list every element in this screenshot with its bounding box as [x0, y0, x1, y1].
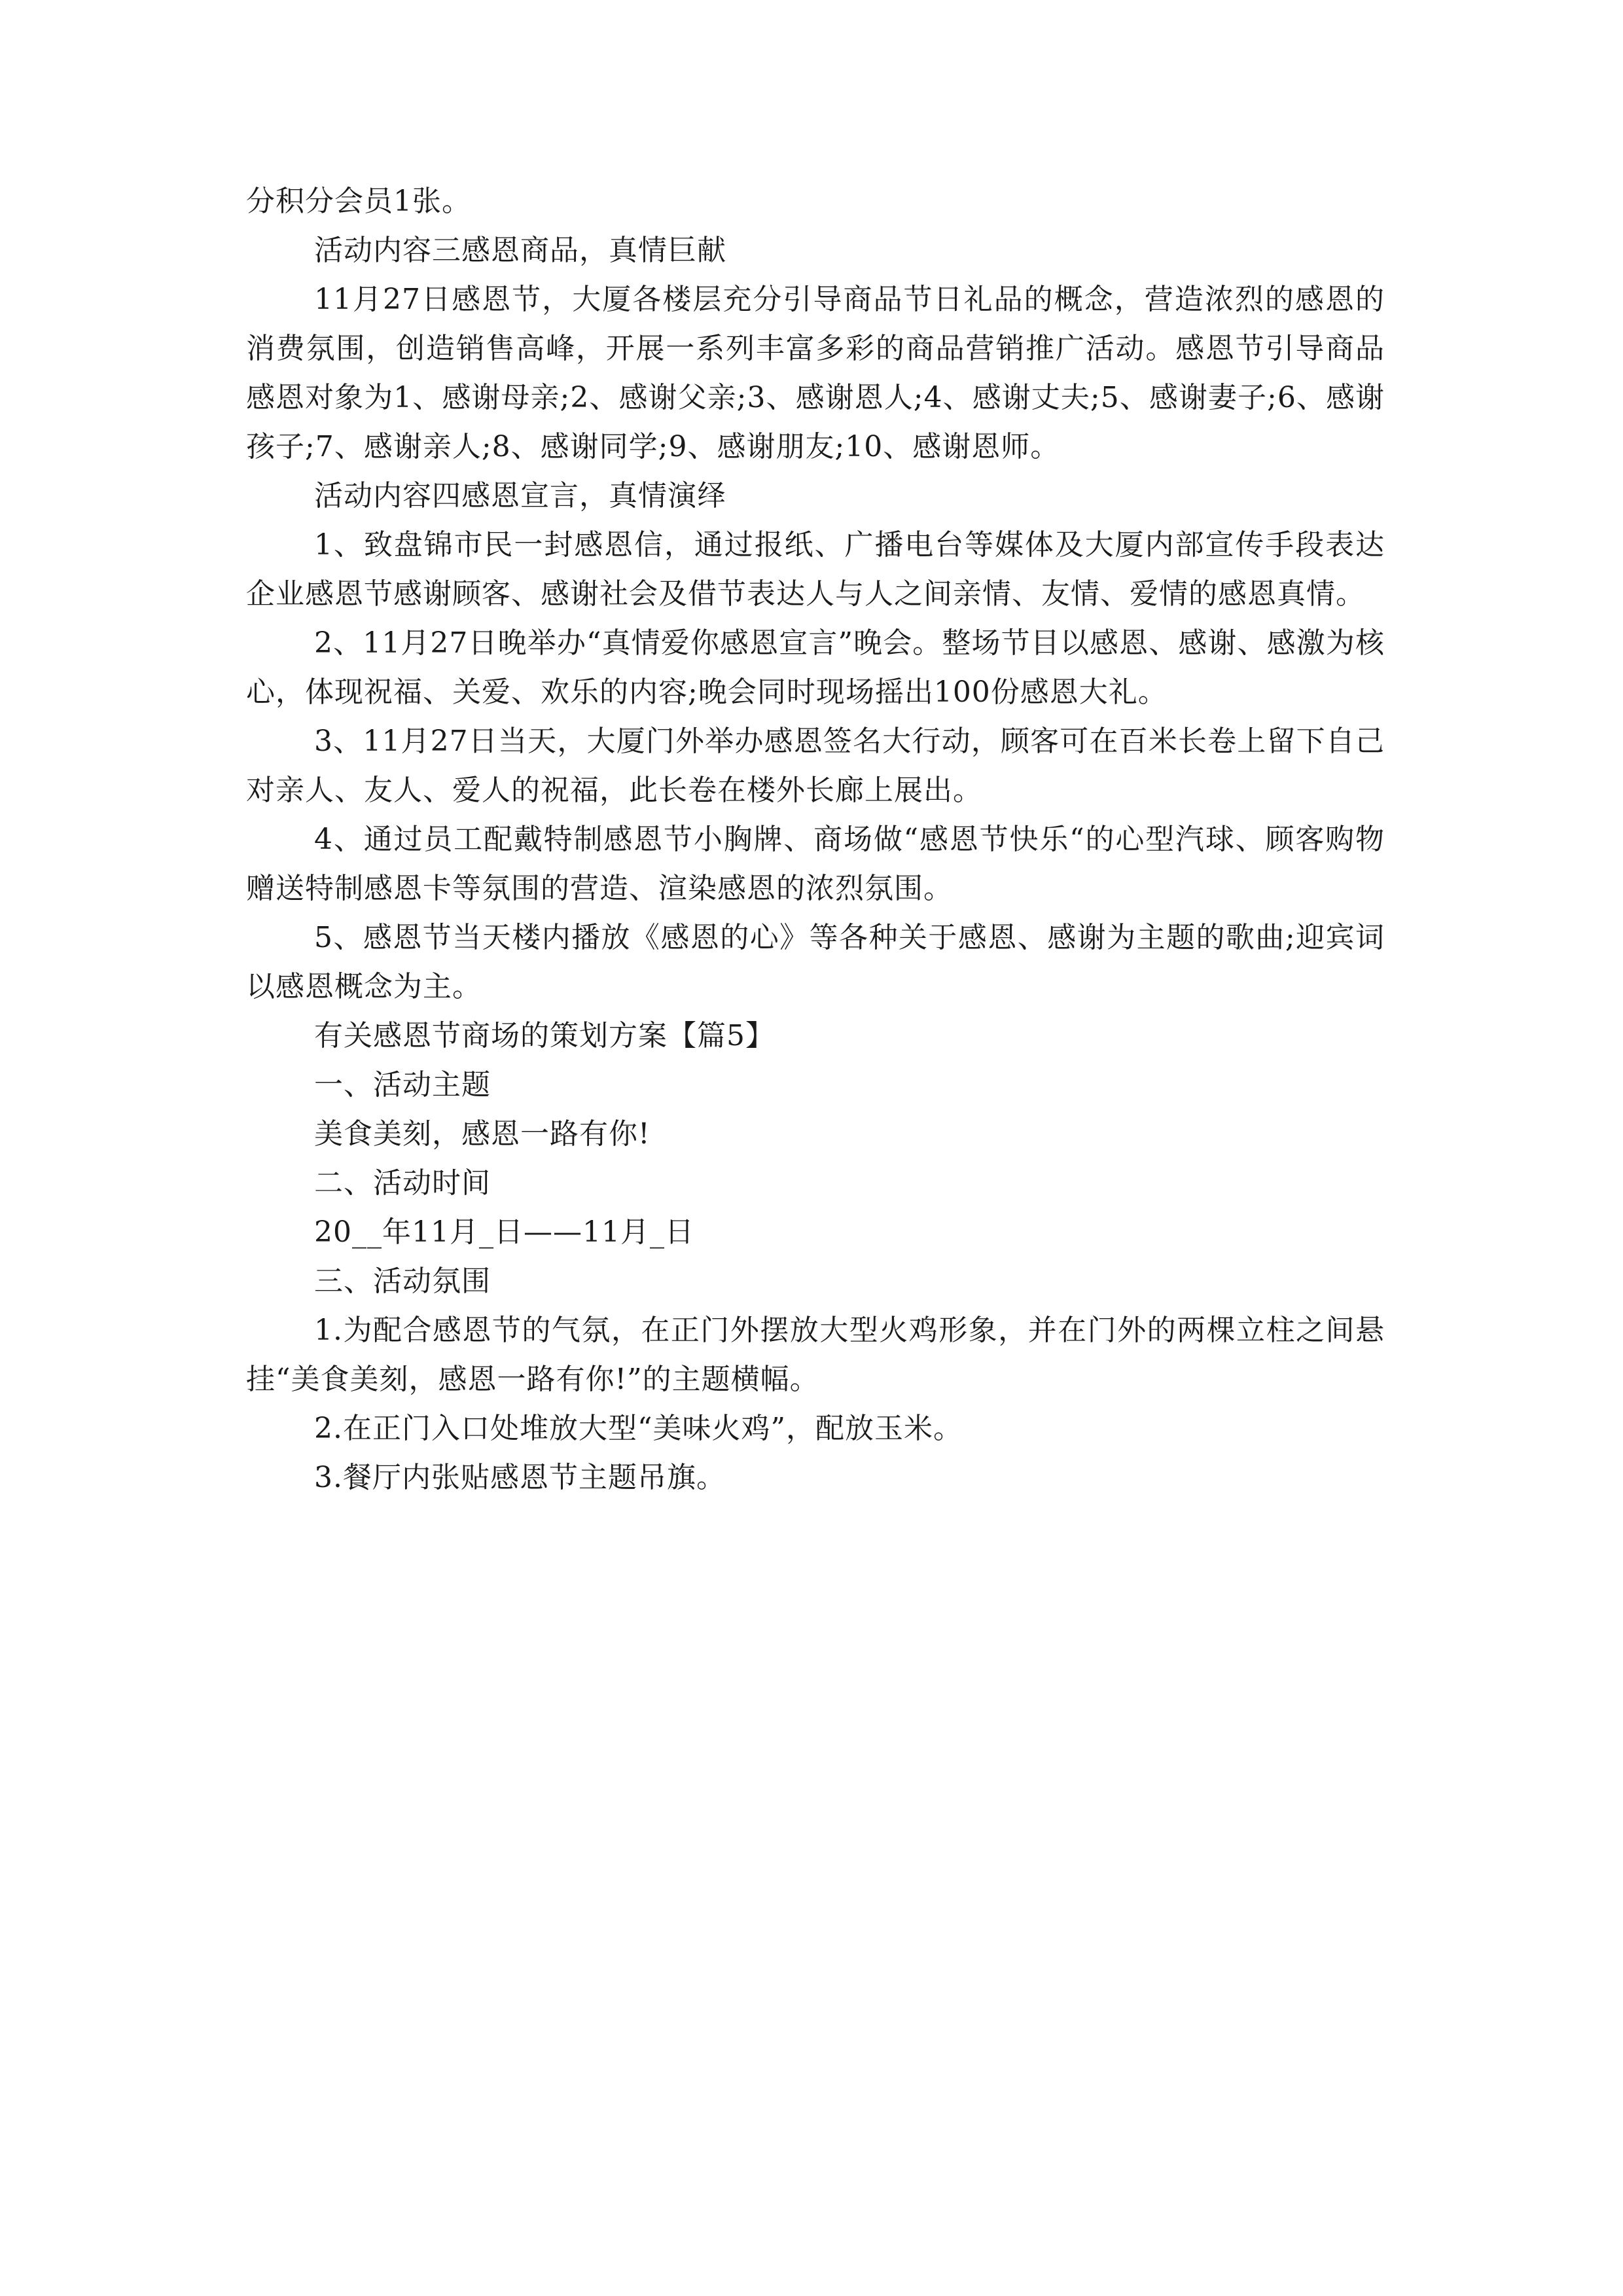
paragraph-9: 5、感恩节当天楼内播放《感恩的心》等各种关于感恩、感谢为主题的歌曲;迎宾词以感恩概念为主。 — [246, 921, 1385, 1003]
paragraph-6: 2、11月27日晚举办“真情爱你感恩宣言”晚会。整场节目以感恩、感谢、感激为核心，体现祝福、关爱、欢乐的内容;晚会同时现场摇出100份感恩大礼。 — [246, 626, 1385, 709]
paragraph-4: 活动内容四感恩宣言，真情演绎 — [314, 479, 726, 512]
paragraph-5: 1、致盘锦市民一封感恩信，通过报纸、广播电台等媒体及大厦内部宣传手段表达企业感恩节感谢顾客、感谢社会及借节表达人与人之间亲情、友情、爱情的感恩真情。 — [246, 528, 1385, 611]
activity-time-text: 20__年11月_日——11月_日 — [314, 1215, 694, 1249]
activity-theme-text: 美食美刻，感恩一路有你! — [314, 1117, 651, 1151]
paragraph-2: 活动内容三感恩商品，真情巨献 — [314, 234, 726, 267]
atmosphere-item-1: 1.为配合感恩节的气氛，在正门外摆放大型火鸡形象，并在门外的两棵立柱之间悬挂“美食美刻，感恩一路有你!”的主题横幅。 — [246, 1314, 1385, 1396]
paragraph-3: 11月27日感恩节，大厦各楼层充分引导商品节日礼品的概念，营造浓烈的感恩的消费氛围，创造销售高峰，开展一系列丰富多彩的商品营销推广活动。感恩节引导商品感恩对象为1、感谢母亲;2、感谢父亲;3、感谢恩人;4、感谢丈夫;5、感谢妻子;6、感谢孩子;7、感谢亲人;8、感谢同学;9、感谢朋友;10、感谢恩师。 — [246, 283, 1385, 463]
heading-activity-time: 二、活动时间 — [314, 1166, 491, 1200]
section-title: 有关感恩节商场的策划方案【篇5】 — [314, 1019, 775, 1052]
atmosphere-item-2: 2.在正门入口处堆放大型“美味火鸡”，配放玉米。 — [314, 1412, 963, 1445]
heading-activity-atmosphere: 三、活动氛围 — [314, 1265, 491, 1298]
document-page — [246, 177, 1385, 1502]
heading-activity-theme: 一、活动主题 — [314, 1068, 491, 1102]
atmosphere-item-3: 3.餐厅内张贴感恩节主题吊旗。 — [314, 1461, 726, 1494]
paragraph-1: 分积分会员1张。 — [246, 185, 471, 218]
paragraph-8: 4、通过员工配戴特制感恩节小胸牌、商场做“感恩节快乐“的心型汽球、顾客购物赠送特制感恩卡等氛围的营造、渲染感恩的浓烈氛围。 — [246, 823, 1385, 905]
paragraph-7: 3、11月27日当天，大厦门外举办感恩签名大行动，顾客可在百米长卷上留下自己对亲人、友人、爱人的祝福，此长卷在楼外长廊上展出。 — [246, 725, 1385, 807]
